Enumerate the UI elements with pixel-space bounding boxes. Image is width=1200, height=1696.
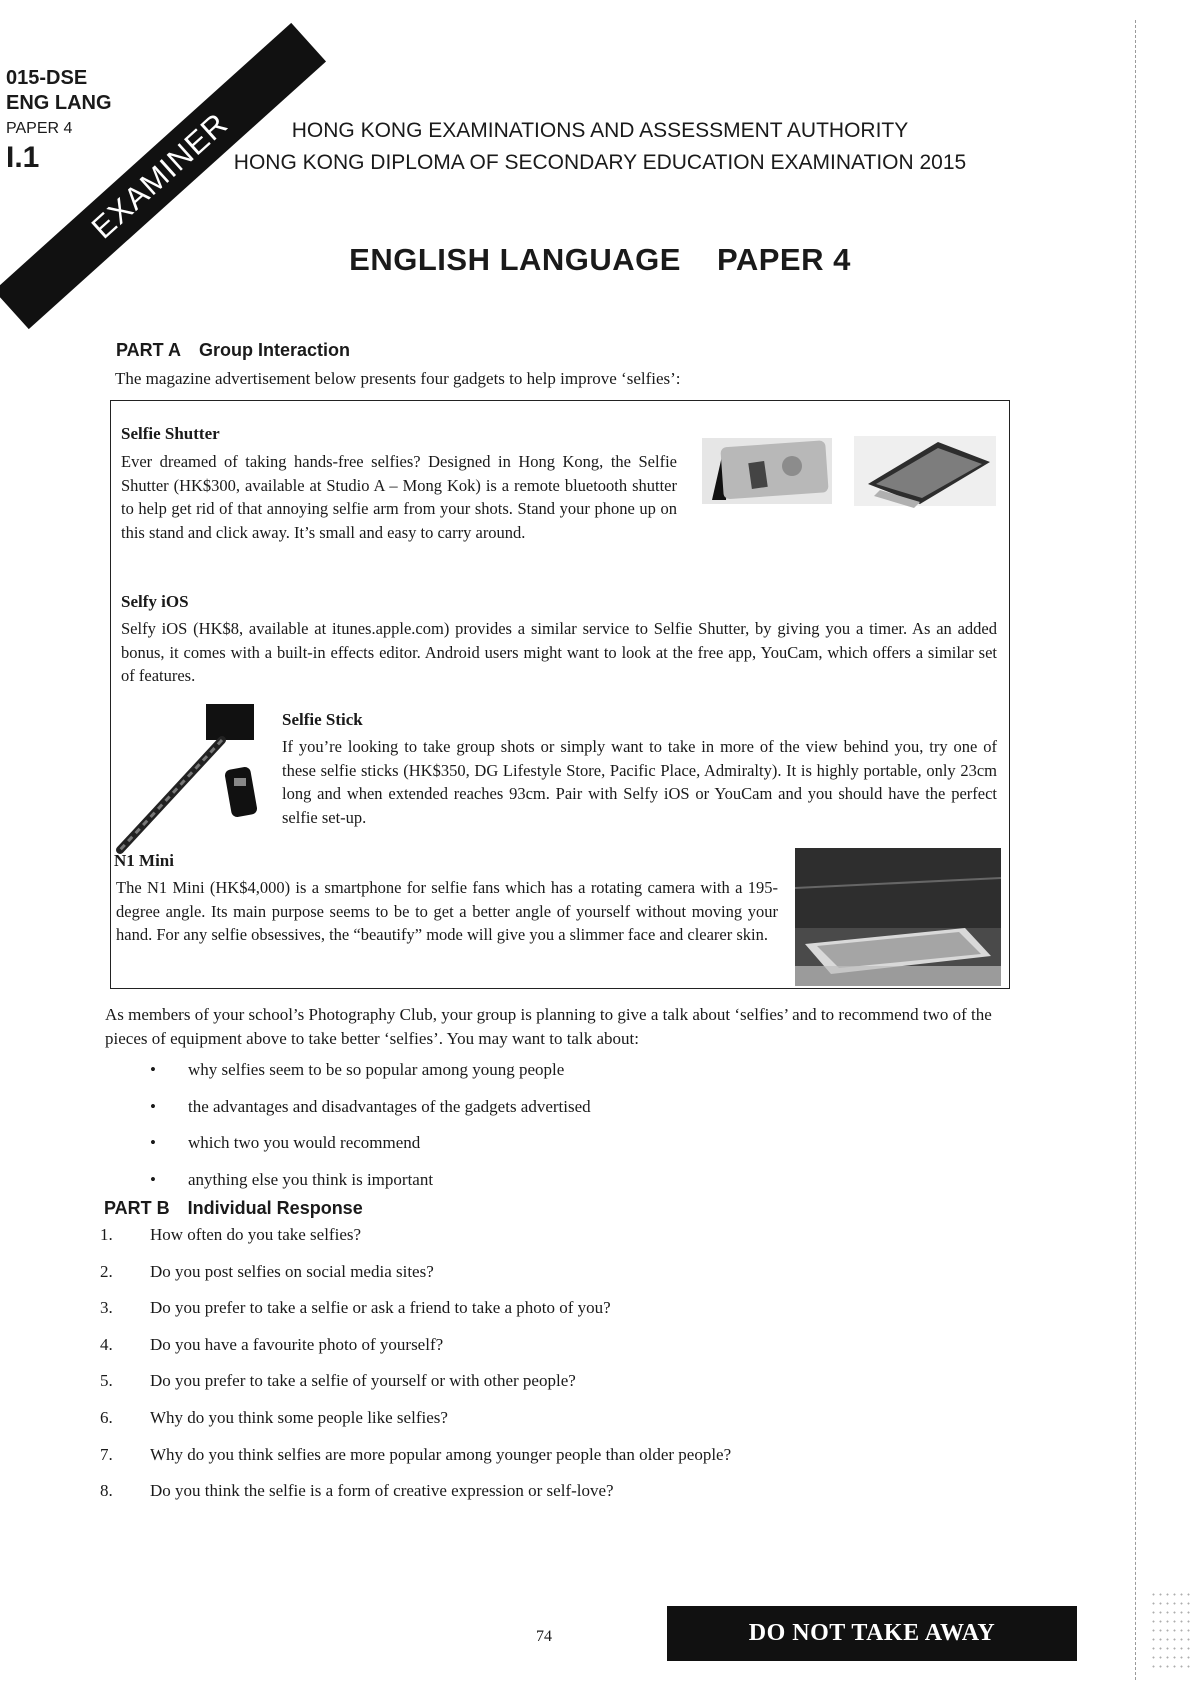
selfie-shutter-phone-photo xyxy=(850,432,1000,510)
selfie-shutter-photo xyxy=(692,432,837,510)
n1-mini-text: The N1 Mini (HK$4,000) is a smartphone for selfie fans which has a rotating camera with a 195-degree angle. Its main purpose seems to be to get a better angle of yourself without moving your hand. For any selfie obsessives, the “beautify” mode will give you a slimmer face and clearer skin. xyxy=(116,878,778,944)
question-number: 5. xyxy=(100,1371,113,1391)
question-item xyxy=(100,1298,731,1335)
exam-heading: HONG KONG DIPLOMA OF SECONDARY EDUCATION EXAMINATION 2015 xyxy=(233,151,967,174)
subject-title: ENGLISH LANGUAGE xyxy=(349,242,681,277)
examiner-banner-text: EXAMINER xyxy=(84,105,235,246)
selfie-stick-text: If you’re looking to take group shots or simply want to take in more of the view behind you, try one of these selfie sticks (HK$350, DG Lifestyle Store, Pacific Place, Admiralty). It is highly portable, only 23cm long and when extended reaches 93cm. Pair with Selfy iOS or YouCam and you should have the perfect selfie set-up. xyxy=(282,737,997,827)
task-description: As members of your school’s Photography Club, your group is planning to give a talk about ‘selfies’ and to recommend two of the pieces of equipment above to take better ‘selfies’. You may want to talk about: xyxy=(105,1005,992,1048)
question-list xyxy=(100,1225,731,1518)
topic-item xyxy=(150,1097,591,1134)
question-text: Why do you think selfies are more popular among younger people than older people? xyxy=(150,1444,732,1464)
question-number: 6. xyxy=(100,1407,113,1427)
part-b-title: Individual Response xyxy=(187,1198,363,1218)
page-number: 74 xyxy=(536,1628,552,1645)
question-number: 2. xyxy=(100,1261,113,1281)
question-number: 8. xyxy=(100,1481,113,1501)
do-not-take-away-text: DO NOT TAKE AWAY xyxy=(748,1620,996,1646)
do-not-take-away-banner xyxy=(667,1606,1077,1661)
bullet-icon: • xyxy=(150,1060,156,1079)
n1-mini-heading: N1 Mini xyxy=(114,851,174,870)
question-number: 3. xyxy=(100,1298,113,1318)
topic-item xyxy=(150,1060,591,1097)
topic-list xyxy=(150,1060,591,1206)
selfy-ios-text: Selfy iOS (HK$8, available at itunes.apple.com) provides a similar service to Selfie Shutter, by giving you a timer. As an added bonus, it comes with a built-in effects editor. Android users might want to look at the free app, YouCam, which offers a similar set of features. xyxy=(121,619,997,685)
question-number: 7. xyxy=(100,1444,113,1464)
question-item xyxy=(100,1225,731,1262)
question-text: Why do you think some people like selfies? xyxy=(150,1407,448,1427)
part-a-label: PART A xyxy=(116,340,181,360)
question-item xyxy=(100,1371,731,1408)
selfie-stick-photo xyxy=(112,704,264,854)
selfie-shutter-text: Ever dreamed of taking hands-free selfies? Designed in Hong Kong, the Selfie Shutter (HK$300, available at Studio A – Mong Kok) is a remote bluetooth shutter to help get rid of that annoying selfie arm from your shots. Stand your phone up on this stand and click away. It’s small and easy to carry around. xyxy=(121,452,677,542)
question-item xyxy=(100,1481,731,1518)
scan-noise xyxy=(1150,1590,1190,1670)
question-item xyxy=(100,1335,731,1372)
topic-text: which two you would recommend xyxy=(188,1133,421,1152)
question-text: Do you think the selfie is a form of creative expression or self-love? xyxy=(150,1481,614,1501)
topic-item xyxy=(150,1133,591,1170)
question-number: 4. xyxy=(100,1334,113,1354)
selfy-ios-heading: Selfy iOS xyxy=(121,592,189,611)
selfie-stick-heading: Selfie Stick xyxy=(282,710,363,729)
page-title xyxy=(0,242,1200,278)
question-number: 1. xyxy=(100,1225,113,1244)
n1-mini-photo xyxy=(795,848,1001,986)
paper-code-line: 015-DSE xyxy=(6,67,88,89)
question-item xyxy=(100,1445,731,1482)
part-a-heading xyxy=(116,340,350,361)
question-text: How often do you take selfies? xyxy=(150,1225,362,1244)
question-item xyxy=(100,1262,731,1299)
part-a-intro: The magazine advertisement below presents four gadgets to help improve ‘selfies’: xyxy=(115,369,681,388)
paper-code-line: ENG LANG xyxy=(6,92,112,114)
selfie-shutter-heading: Selfie Shutter xyxy=(121,424,220,443)
question-text: Do you have a favourite photo of yourself? xyxy=(150,1334,444,1354)
bullet-icon: • xyxy=(150,1169,156,1189)
paper-code-line: I.1 xyxy=(6,141,40,174)
topic-text: anything else you think is important xyxy=(188,1169,434,1189)
part-b-heading xyxy=(104,1198,363,1219)
paper-title: PAPER 4 xyxy=(716,242,851,277)
authority-heading: HONG KONG EXAMINATIONS AND ASSESSMENT AUTHORITY xyxy=(291,119,909,142)
bullet-icon: • xyxy=(150,1133,156,1152)
question-text: Do you prefer to take a selfie or ask a friend to take a photo of you? xyxy=(150,1298,611,1318)
part-a-title: Group Interaction xyxy=(199,340,351,360)
part-b-label: PART B xyxy=(104,1198,170,1218)
topic-text: why selfies seem to be so popular among young people xyxy=(188,1060,565,1079)
bullet-icon: • xyxy=(150,1096,156,1116)
paper-code-line: PAPER 4 xyxy=(6,120,73,137)
question-item xyxy=(100,1408,731,1445)
question-text: Do you post selfies on social media sites? xyxy=(150,1261,434,1281)
topic-text: the advantages and disadvantages of the gadgets advertised xyxy=(188,1096,591,1116)
question-text: Do you prefer to take a selfie of yourself or with other people? xyxy=(150,1371,576,1391)
